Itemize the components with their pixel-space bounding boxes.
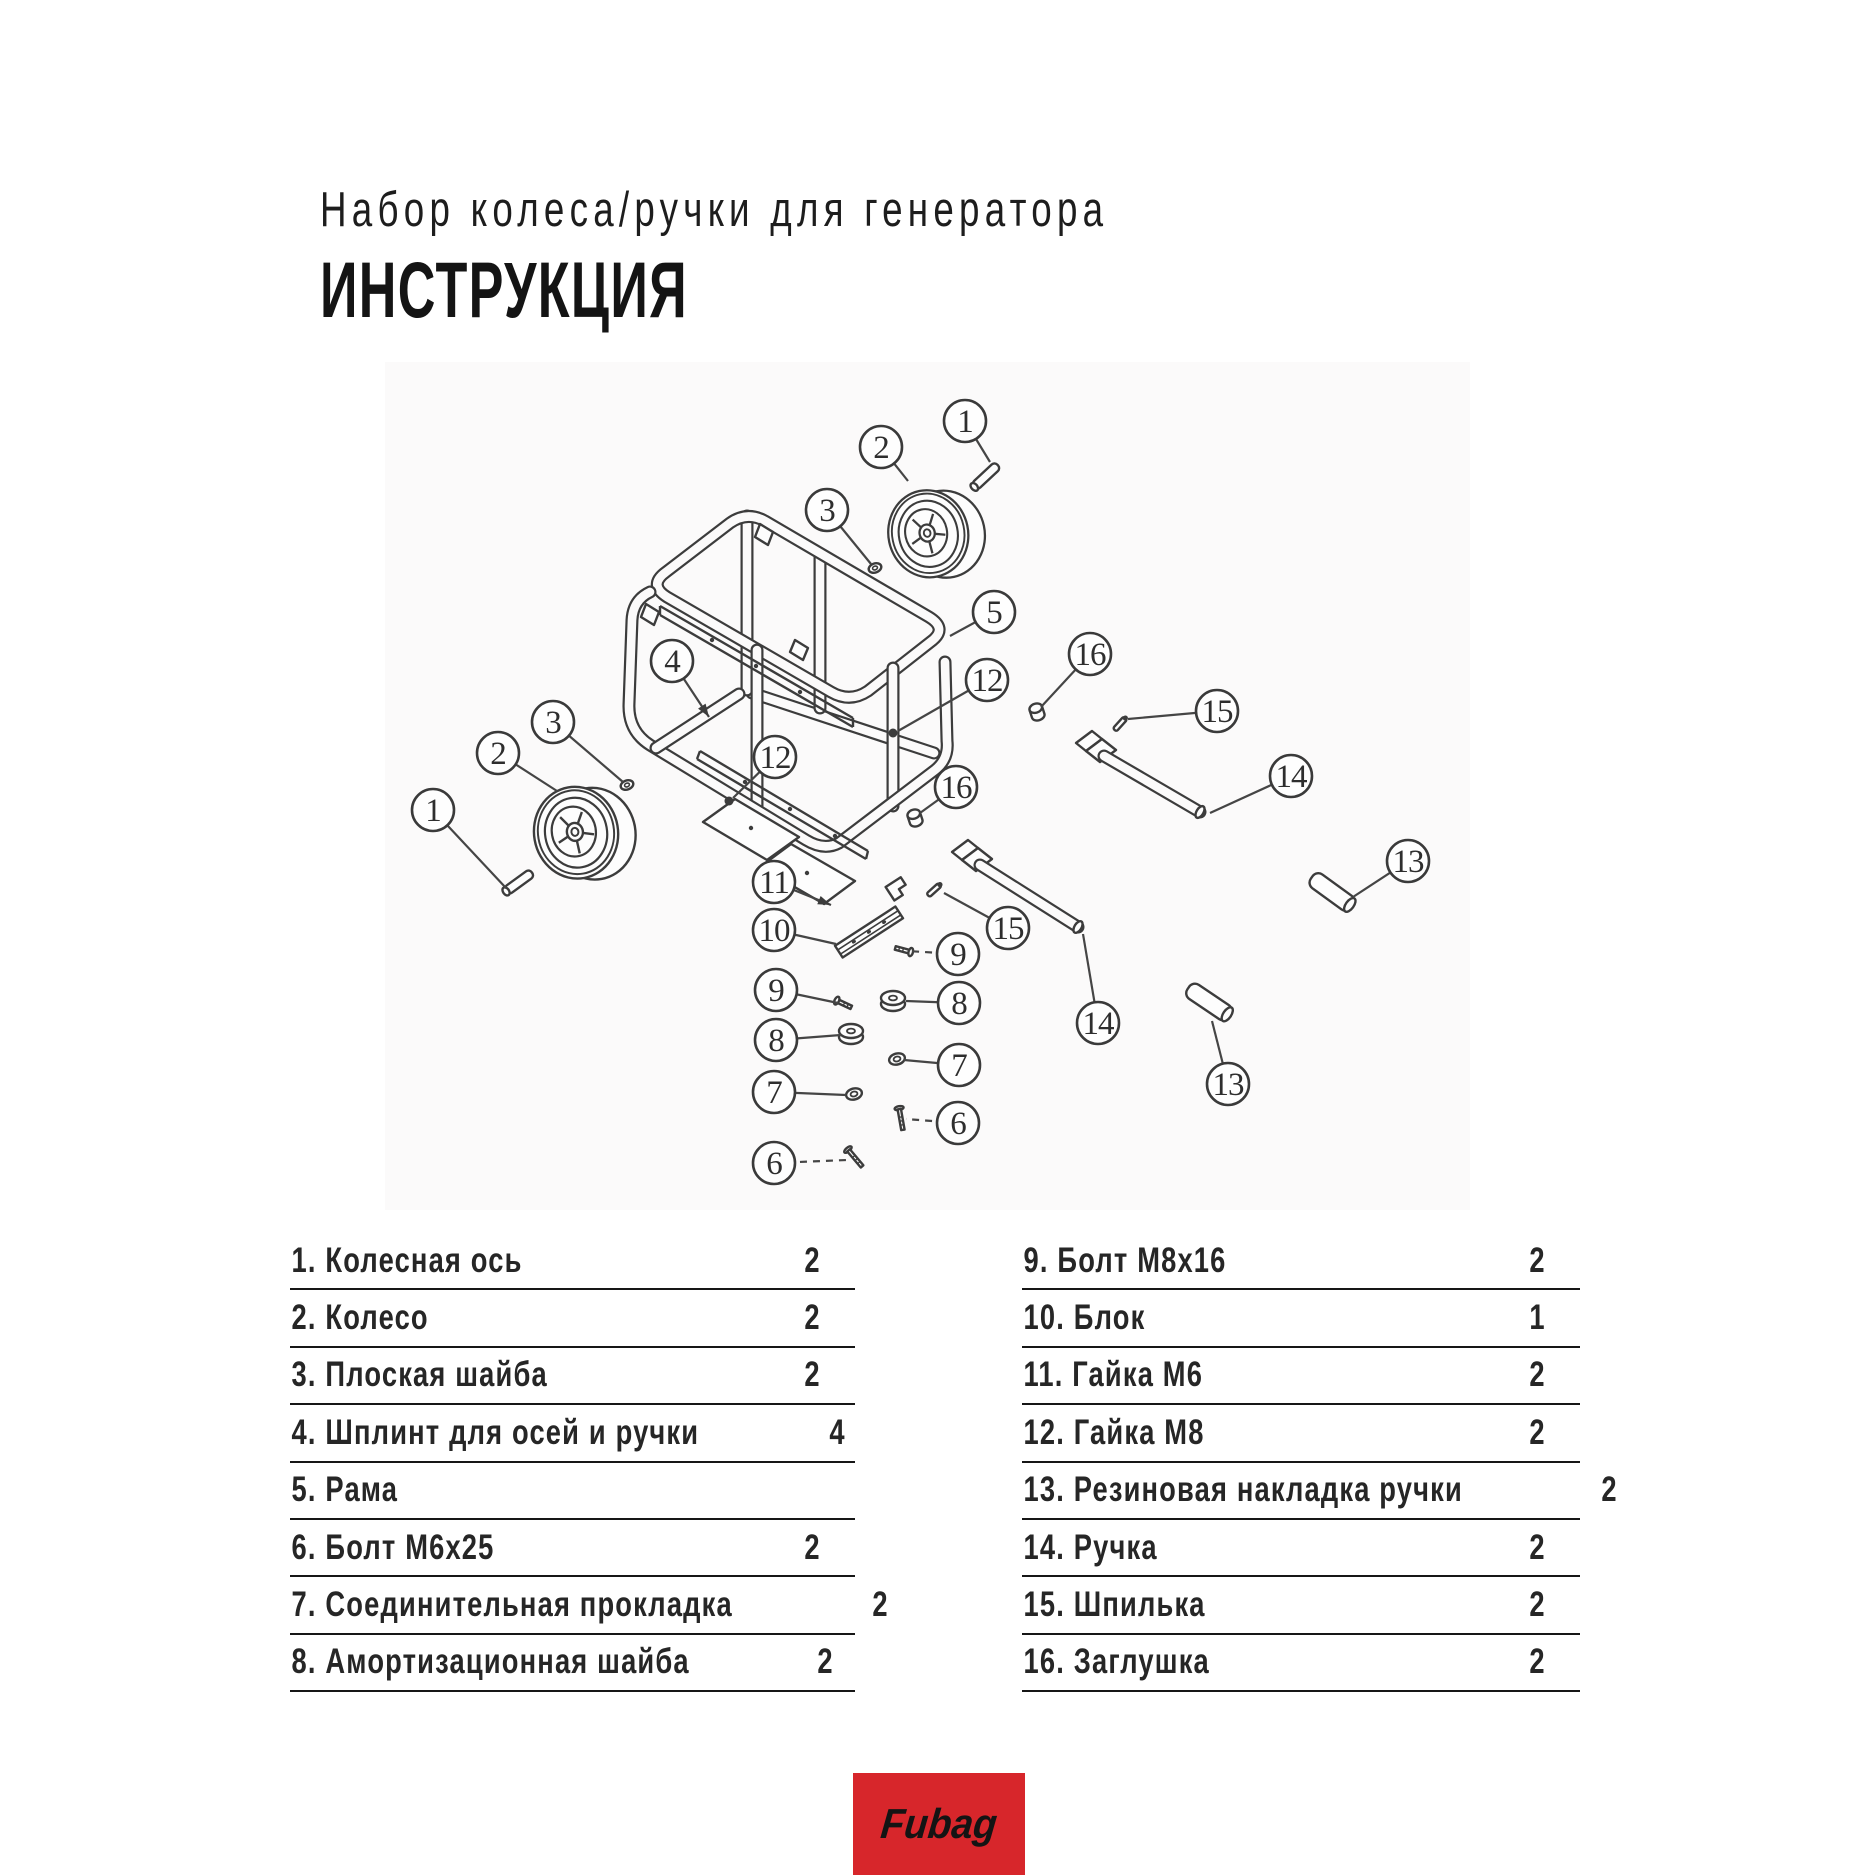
table-row — [1022, 1405, 1580, 1462]
part-qty: 2 — [1528, 1527, 1545, 1567]
svg-text:15: 15 — [1201, 694, 1233, 730]
nut-m8-right — [889, 729, 898, 738]
svg-text:1: 1 — [425, 793, 441, 829]
parts-table-left — [290, 1233, 888, 1692]
table-row — [290, 1233, 855, 1290]
svg-text:16: 16 — [1074, 637, 1106, 673]
part-name: 8. Амортизационная шайба — [291, 1642, 690, 1682]
part-name: 16. Заглушка — [1023, 1642, 1210, 1682]
svg-text:3: 3 — [819, 493, 835, 529]
table-row — [1022, 1348, 1580, 1405]
svg-text:14: 14 — [1082, 1006, 1114, 1042]
fubag-logo-text: Fubag — [878, 1800, 1000, 1847]
part-name: 6. Болт М6х25 — [291, 1527, 495, 1567]
svg-text:14: 14 — [1275, 759, 1307, 795]
svg-text:9: 9 — [950, 937, 966, 973]
svg-text:10: 10 — [758, 913, 790, 949]
table-row — [1022, 1463, 1617, 1520]
part-qty: 2 — [803, 1527, 820, 1567]
svg-text:5: 5 — [986, 595, 1002, 631]
part-qty: 2 — [803, 1240, 820, 1280]
table-row — [290, 1405, 855, 1462]
svg-text:2: 2 — [490, 736, 506, 772]
part-qty: 2 — [872, 1585, 888, 1625]
part-qty: 2 — [1528, 1585, 1545, 1625]
damping-washer-left — [839, 1024, 863, 1044]
page-title: ИНСТРУКЦИЯ — [320, 245, 688, 334]
page-subtitle: Набор колеса/ручки для генератора — [320, 183, 1109, 237]
part-name: 14. Ручка — [1023, 1527, 1158, 1567]
table-row — [1022, 1577, 1580, 1634]
part-qty: 4 — [829, 1412, 845, 1452]
part-qty: 2 — [803, 1355, 820, 1395]
svg-text:1: 1 — [957, 404, 973, 440]
nut-m8-left — [725, 797, 734, 806]
part-name: 11. Гайка М6 — [1023, 1355, 1204, 1395]
svg-text:4: 4 — [664, 644, 680, 680]
part-name: 4. Шплинт для осей и ручки — [291, 1412, 700, 1452]
part-name: 1. Колесная ось — [291, 1240, 523, 1280]
part-qty: 2 — [803, 1298, 820, 1338]
part-name: 2. Колесо — [291, 1298, 429, 1338]
svg-text:6: 6 — [766, 1146, 782, 1182]
svg-text:7: 7 — [766, 1075, 782, 1111]
part-name: 3. Плоская шайба — [291, 1355, 548, 1395]
svg-text:13: 13 — [1392, 844, 1424, 880]
part-qty: 2 — [816, 1642, 833, 1682]
part-name: 15. Шпилька — [1023, 1585, 1206, 1625]
svg-text:12: 12 — [759, 740, 791, 776]
part-qty: 2 — [1528, 1412, 1545, 1452]
table-row — [290, 1577, 888, 1634]
table-row — [290, 1520, 855, 1577]
svg-text:16: 16 — [940, 770, 972, 806]
svg-text:13: 13 — [1212, 1067, 1244, 1103]
part-qty: 2 — [1528, 1355, 1545, 1395]
svg-text:12: 12 — [971, 663, 1003, 699]
part-name: 7. Соединительная прокладка — [291, 1585, 733, 1625]
part-name: 10. Блок — [1023, 1298, 1146, 1338]
table-row — [1022, 1635, 1580, 1692]
part-qty: 2 — [1601, 1470, 1617, 1510]
table-row — [290, 1635, 855, 1692]
svg-text:8: 8 — [951, 986, 967, 1022]
part-name: 12. Гайка М8 — [1023, 1412, 1205, 1452]
table-row — [290, 1290, 855, 1347]
table-row — [1022, 1290, 1580, 1347]
svg-text:11: 11 — [759, 865, 789, 901]
fubag-logo — [853, 1773, 1025, 1875]
damping-washer-right — [881, 991, 905, 1011]
svg-text:15: 15 — [992, 911, 1024, 947]
part-name: 5. Рама — [291, 1470, 399, 1510]
table-row — [1022, 1233, 1580, 1290]
table-row — [290, 1463, 855, 1520]
parts-table-right — [1022, 1233, 1617, 1692]
part-qty: 2 — [1528, 1642, 1545, 1682]
table-row — [1022, 1520, 1580, 1577]
svg-text:6: 6 — [950, 1106, 966, 1142]
part-name: 13. Резиновая накладка ручки — [1023, 1470, 1463, 1510]
svg-text:2: 2 — [873, 430, 889, 466]
svg-text:7: 7 — [951, 1048, 967, 1084]
part-qty: 1 — [1528, 1298, 1545, 1338]
part-name: 9. Болт М8х16 — [1023, 1240, 1227, 1280]
svg-text:9: 9 — [768, 973, 784, 1009]
svg-text:3: 3 — [545, 705, 561, 741]
table-row — [290, 1348, 855, 1405]
svg-text:8: 8 — [768, 1023, 784, 1059]
part-qty: 2 — [1528, 1240, 1545, 1280]
